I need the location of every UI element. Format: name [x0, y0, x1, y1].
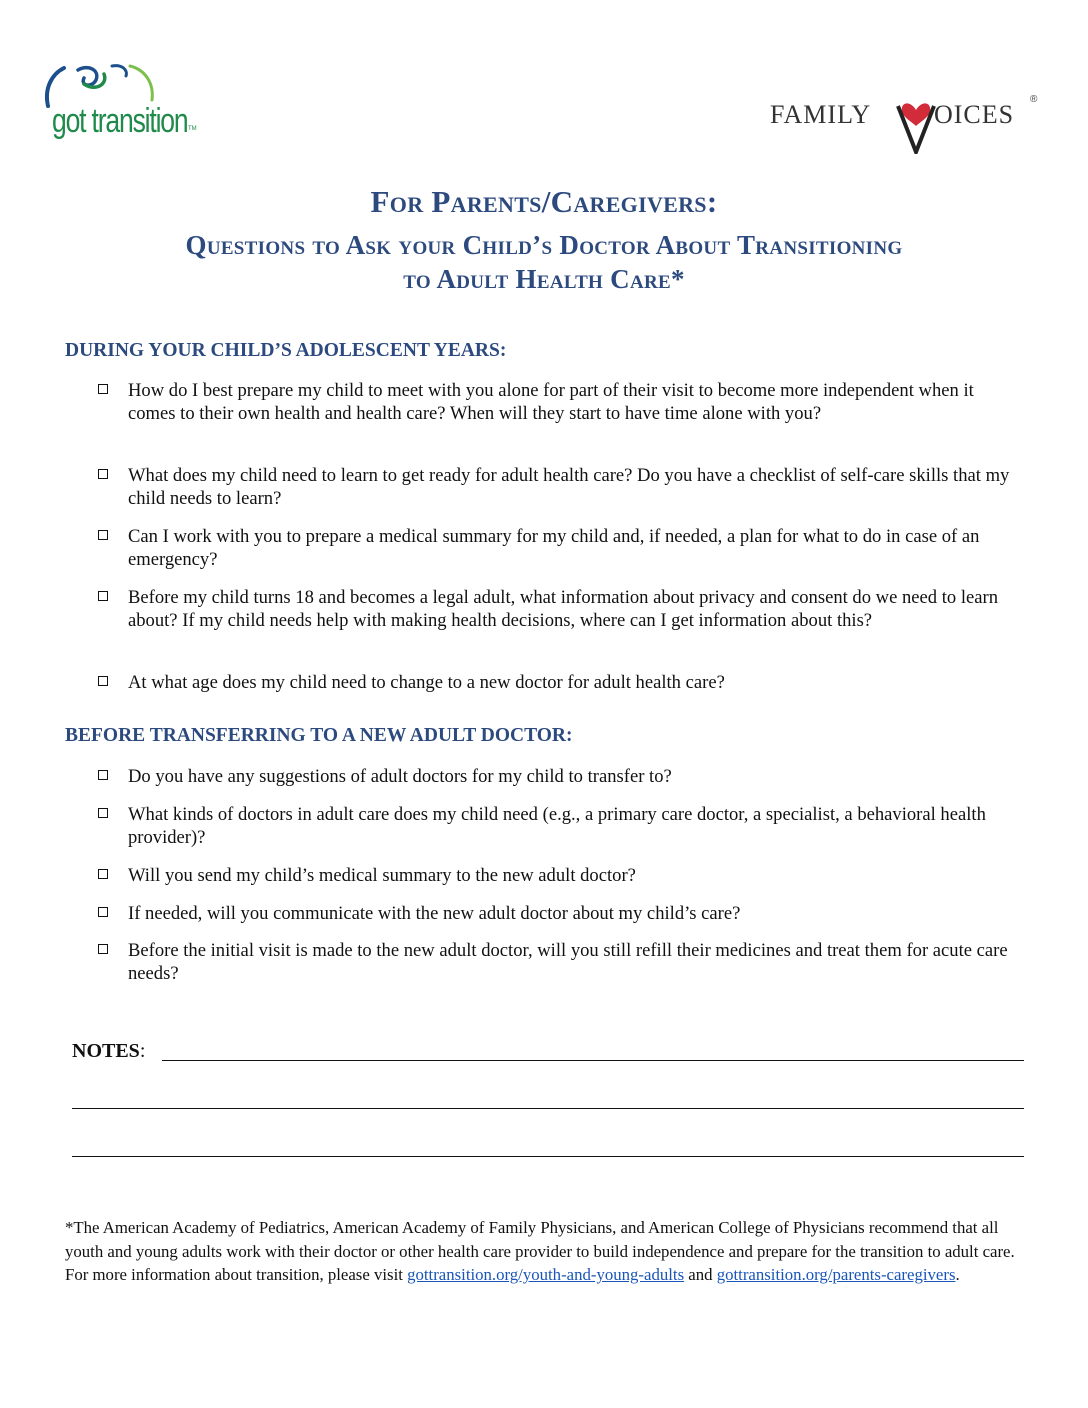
question-text: How do I best prepare my child to meet with you alone for part of their visit to become more independent when it comes to their own health and health care? When will they start to have time alone with you? — [128, 380, 974, 425]
family-voices-oices-text: OICES — [934, 100, 1015, 129]
checklist-item[interactable] — [98, 902, 1013, 925]
question-text: Can I work with you to prepare a medical summary for my child and, if needed, a plan for what to do in case of an emergency? — [128, 526, 980, 571]
question-text: At what age does my child need to change to a new doctor for adult health care? — [128, 672, 725, 693]
checkbox[interactable] — [98, 869, 108, 879]
section-heading-adolescent: DURING YOUR CHILD’S ADOLESCENT YEARS: — [65, 340, 507, 361]
question-text: What kinds of doctors in adult care does my child need (e.g., a primary care doctor, a specialist, a behavioral health provider)? — [128, 804, 986, 849]
family-voices-v-letter: V — [916, 150, 917, 151]
footnote-end: . — [955, 1265, 960, 1284]
heart-v-icon — [892, 90, 940, 154]
got-transition-wordmark: got transition — [52, 102, 188, 140]
registered-mark: ® — [1030, 94, 1038, 105]
checkbox[interactable] — [98, 676, 108, 686]
question-text: Before my child turns 18 and becomes a legal adult, what information about privacy and consent do we need to learn about? If my child needs help with making health decisions, where can I get information about this? — [128, 587, 999, 632]
checkbox[interactable] — [98, 808, 108, 818]
got-transition-logo — [34, 58, 204, 153]
checklist-item[interactable] — [98, 525, 1013, 572]
footnote-text: *The American Academy of Pediatrics, American Academy of Family Physicians, and American College of Physicians recommend that all youth and young adults work with their doctor or other health care provider to build independence and prepare for the transition to adult care. For more information about transition, please visit — [65, 1218, 1015, 1284]
checklist-item[interactable] — [98, 939, 1013, 986]
notes-label-text: NOTES — [72, 1040, 140, 1062]
page-subtitle-line1: Questions to Ask your Child’s Doctor About Transitioning — [185, 230, 903, 260]
checklist-item[interactable] — [98, 864, 1013, 887]
notes-line-1[interactable] — [162, 1060, 1024, 1061]
checkbox[interactable] — [98, 770, 108, 780]
checkbox[interactable] — [98, 384, 108, 394]
section-heading-transfer: BEFORE TRANSFERRING TO A NEW ADULT DOCTOR: — [65, 725, 573, 746]
family-voices-logo — [764, 84, 1044, 156]
notes-label — [72, 1040, 145, 1063]
parents-link[interactable]: gottransition.org/parents-caregivers — [716, 1265, 956, 1284]
checklist-item[interactable] — [98, 803, 1013, 850]
checklist-item[interactable] — [98, 379, 1013, 426]
question-text: Before the initial visit is made to the new adult doctor, will you still refill their medicines and treat them for acute care needs? — [128, 940, 1008, 985]
trademark-mark: TM — [188, 126, 197, 132]
youth-link[interactable]: gottransition.org/youth-and-young-adults — [407, 1265, 685, 1284]
question-text: Will you send my child’s medical summary to the new adult doctor? — [128, 865, 636, 886]
notes-line-3[interactable] — [72, 1156, 1024, 1157]
checkbox[interactable] — [98, 591, 108, 601]
page-subtitle-line2: to Adult Health Care* — [403, 264, 685, 294]
notes-colon: : — [139, 1040, 146, 1062]
notes-line-2[interactable] — [72, 1108, 1024, 1109]
checklist-item[interactable] — [98, 765, 1013, 788]
checklist-item[interactable] — [98, 586, 1013, 633]
footnote — [65, 1216, 1025, 1287]
checkbox[interactable] — [98, 469, 108, 479]
question-text: What does my child need to learn to get ready for adult health care? Do you have a checklist of self-care skills that my child needs to learn? — [128, 465, 1010, 510]
checkbox[interactable] — [98, 907, 108, 917]
family-voices-family-text: FAMILY — [770, 100, 872, 129]
question-text: Do you have any suggestions of adult doctors for my child to transfer to? — [128, 766, 672, 787]
footnote-and: and — [684, 1265, 717, 1284]
checklist-item[interactable] — [98, 464, 1013, 511]
question-text: If needed, will you communicate with the new adult doctor about my child’s care? — [128, 903, 741, 924]
checkbox[interactable] — [98, 944, 108, 954]
page-title: For Parents/Caregivers: — [370, 184, 718, 219]
checkbox[interactable] — [98, 530, 108, 540]
checklist-item[interactable] — [98, 671, 1013, 694]
